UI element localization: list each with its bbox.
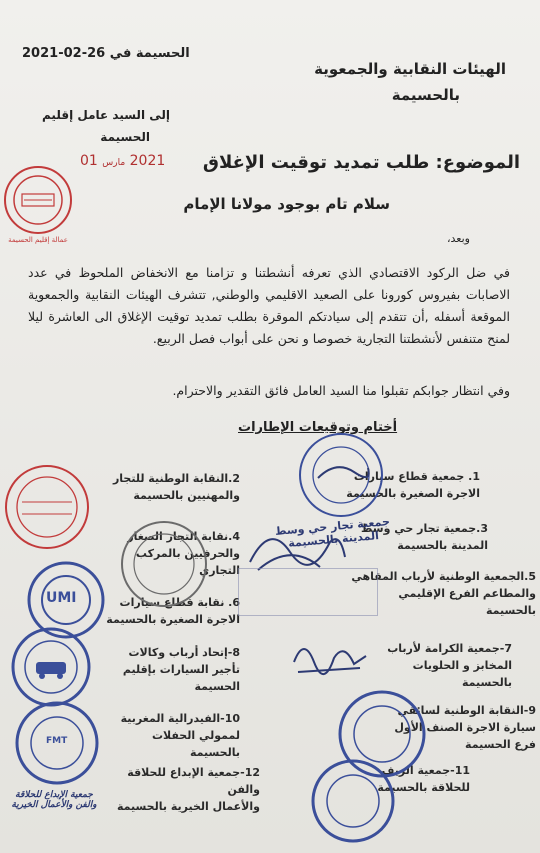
org-item-line: المدينة بالحسيمة (397, 539, 488, 552)
org-item-line: 12-جمعية الإبداع للحلاقة والفن (127, 766, 260, 796)
org-item-line: 7-جمعية الكرامة لأرباب (387, 642, 512, 655)
org-stamp-rectangle: جمعية تجار حي وسط المدينة بالحسيمة (274, 515, 391, 550)
document-date: الحسيمة في 26-02-2021 (22, 46, 190, 61)
faded-rect-stamp (238, 568, 378, 616)
org-item-line: 4.نقابة التجار الصغار (127, 530, 240, 543)
org-item-line: والمهنيين بالحسيمة (133, 489, 240, 502)
org-item-8 (108, 644, 240, 695)
bottom-left-stamp-text: جمعية الإبداع للحلاقة والفن والأعمال الخيرية (11, 790, 97, 810)
received-month: مارس (102, 158, 126, 168)
org-line-2: بالحسيمة (391, 86, 460, 104)
signature-item-7 (290, 632, 370, 682)
org-item-line: والمطاعم الفرع الإقليمي (398, 587, 536, 600)
org-line-1: الهيئات النقابية والجمعوية (314, 60, 506, 78)
org-stamp-red (2, 462, 92, 552)
org-item-line: الاجرة الصغيرة بالحسيمة (346, 487, 480, 500)
org-item-line: للحلاقة بالحسيمة (377, 781, 470, 794)
received-day: 01 (80, 153, 98, 169)
org-item-line: والأعمال الخيرية بالحسيمة (116, 800, 260, 813)
org-item-line: بالحسيمة (485, 604, 536, 617)
org-stamp-car (10, 626, 92, 708)
org-item-line: 1. جمعية قطاع سيارات (353, 470, 480, 483)
org-stamp-blue-11 (308, 756, 398, 846)
received-year: 2021 (129, 153, 166, 169)
org-item-7 (352, 640, 512, 691)
org-item-line: والحرفيين بالمركب التجاري (135, 547, 240, 577)
org-item-line: 11-جمعية الريف (381, 764, 470, 777)
fmt-stamp-text: FMT (46, 736, 68, 746)
org-item-line: 8-إتحاد أرباب وكالات (128, 646, 240, 659)
org-item-line: الاجرة الصغيرة بالحسيمة (106, 613, 240, 626)
umi-stamp-text: UMI (46, 590, 77, 606)
addressee-line-2: الحسيمة (100, 130, 150, 144)
org-item-2 (110, 470, 240, 504)
closing-line: وفي انتظار جوابكم تقبلوا منا السيد العامل فائق التقدير والاحترام. (172, 383, 510, 398)
addressee-line-1: إلى السيد عامل إقليم (42, 108, 170, 122)
receipt-seal-text: عمالة إقليم الحسيمة (8, 236, 68, 244)
org-item-line: المخابز و الحلويات (412, 659, 512, 672)
org-item-line: بالحسيمة (461, 676, 512, 689)
org-item-line: 6. نقابة قطاع سيارات (119, 596, 240, 609)
org-item-line: 2.النقابة الوطنية للتجار (112, 472, 240, 485)
greeting: سلام تام بوجود مولانا الإمام (183, 195, 390, 213)
wabaad: وبعد، (446, 232, 470, 245)
org-item-line: تأجير السيارات بإقليم (122, 663, 240, 676)
org-item-12 (100, 764, 260, 815)
org-stamp-blue-center (296, 430, 386, 520)
org-item-line: 10-الفيدرالية المغربية (120, 712, 240, 725)
organization-name (306, 56, 506, 108)
subject-line: الموضوع: طلب تمديد توقيت الإغلاق (202, 152, 520, 173)
signatures-title: أختام وتوقيعات الإطارات (238, 420, 398, 435)
org-stamp-gray (118, 518, 210, 610)
receipt-seal-stamp (2, 164, 74, 236)
org-item-line: لممولي الحفلات بالحسيمة (151, 729, 240, 759)
org-item-line: 3.جمعية تجار حي وسط (360, 522, 488, 535)
body-paragraph: في ضل الركود الاقتصادي الذي تعرفه أنشطتنا و تزامنا مع الانخفاض الملحوظ في عدد الاصابات بفيروس كورونا على الصعيد الاقليمي والوطني, تتشرف الهيئات النقابية والجمعوية الموقعة أسفله ,أن تتقدم إلى سيادتكم الموقرة بطلب تمديد توقيت الإغلاق الى العاشرة ليلا لمنح متنفس لأنشطتنا التجارية خصوصا و نحن على أبواب فصل الربيع. (28, 265, 510, 346)
received-date-stamp (80, 153, 165, 169)
org-item-10 (104, 710, 240, 761)
org-item-line: 9-النقابة الوطنية لسائقي (397, 704, 536, 717)
org-item-line: فرع الحسيمة (465, 738, 536, 751)
org-item-line: 5.الجمعية الوطنية لأرباب المقاهي (351, 570, 536, 583)
org-item-line: سيارة الاجرة الصنف الأول (394, 721, 536, 734)
org-item-line: الحسيمة (194, 680, 240, 693)
addressee (40, 104, 170, 148)
